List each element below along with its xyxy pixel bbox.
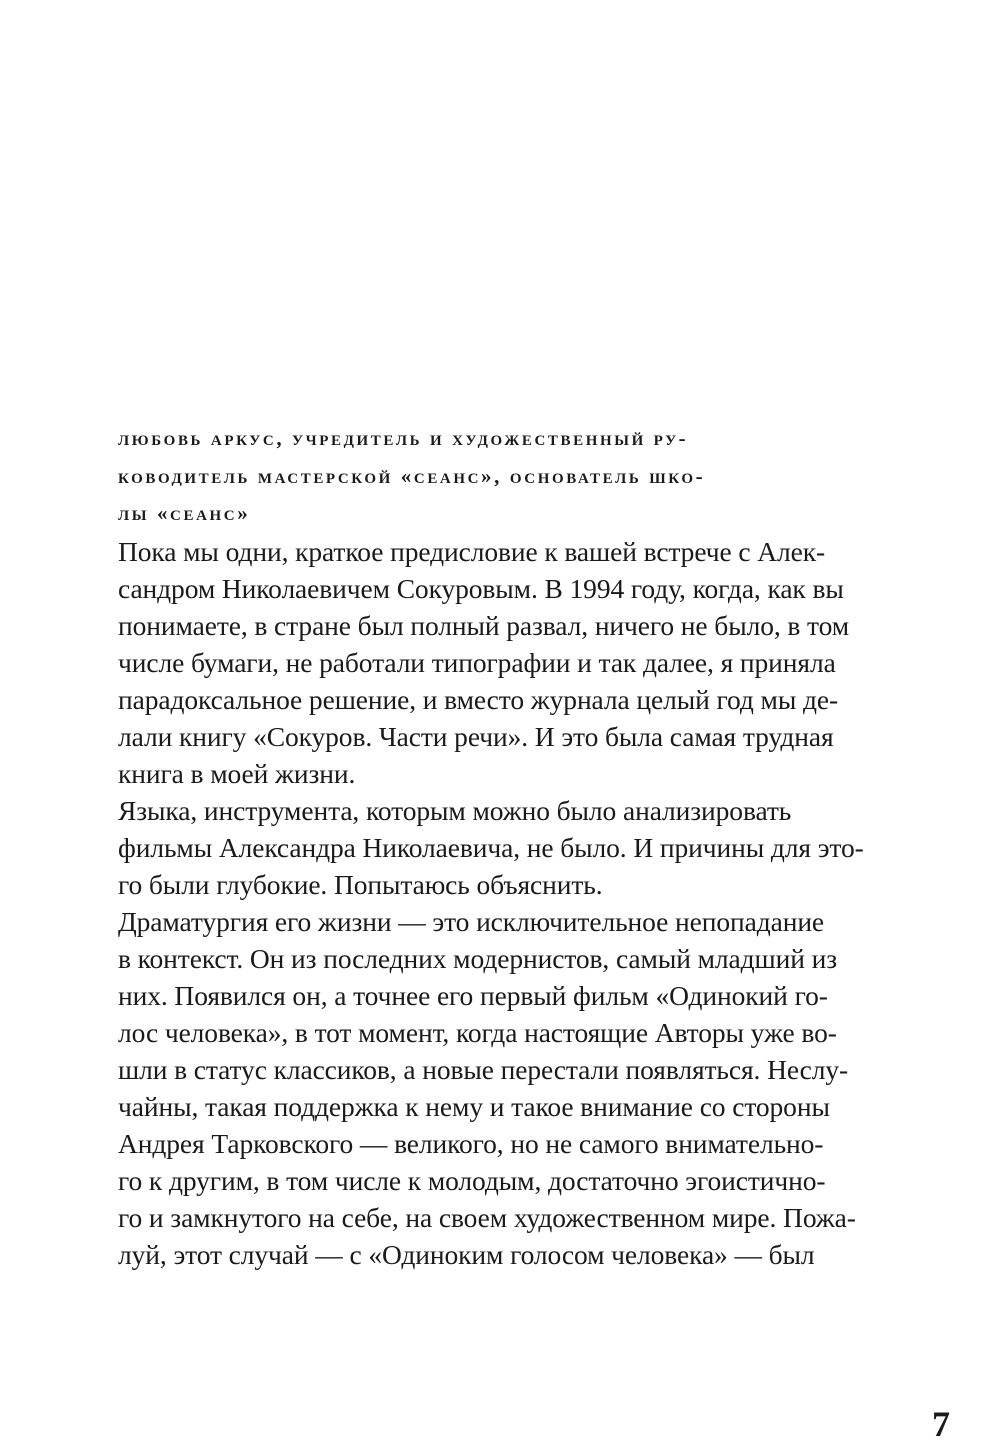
text-line: го были глубокие. Попытаюсь объяснить. xyxy=(118,868,603,900)
text-line: чайны, такая поддержка к нему и такое внимание со стороны xyxy=(118,1090,830,1122)
text-line: в контекст. Он из последних модернистов, самый младший из xyxy=(118,942,837,974)
text-line: фильмы Александра Николаевича, не было. И причины для это- xyxy=(118,831,864,863)
page-number: 7 xyxy=(932,1404,950,1444)
text-line: Пока мы одни, краткое предисловие к вашей встрече с Алек- xyxy=(118,535,826,567)
paragraph xyxy=(118,903,948,1273)
speaker-line: ководитель мастерской «сеанс», основатель шко- xyxy=(118,463,706,488)
text-line: книга в моей жизни. xyxy=(118,757,356,789)
text-line: Драматургия его жизни — это исключительное непопадание xyxy=(118,905,825,937)
text-line: го и замкнутого на себе, на своем художественном мире. Пожа- xyxy=(118,1201,856,1233)
speaker-line: лы «сеанс» xyxy=(118,501,251,525)
text-line: Андрея Тарковского — великого, но не самого внимательно- xyxy=(118,1127,824,1159)
speaker-line: любовь аркус, учредитель и художественный ру- xyxy=(118,426,689,450)
paragraph xyxy=(118,792,948,903)
text-line: Языка, инструмента, которым можно было анализировать xyxy=(118,794,792,826)
paragraph xyxy=(118,533,948,792)
text-line: го к другим, в том числе к молодым, достаточно эгоистично- xyxy=(118,1164,826,1196)
text-block xyxy=(118,420,948,1273)
speaker-heading xyxy=(118,420,948,533)
text-line: лали книгу «Сокуров. Части речи». И это была самая трудная xyxy=(118,720,834,752)
text-line: числе бумаги, не работали типографии и так далее, я приняла xyxy=(118,646,836,678)
text-line: понимаете, в стране был полный развал, ничего не было, в том xyxy=(118,609,850,641)
text-line: шли в статус классиков, а новые перестали появляться. Неслу- xyxy=(118,1053,849,1085)
body-text xyxy=(118,533,948,1273)
text-line: лос человека», в тот момент, когда настоящие Авторы уже во- xyxy=(118,1016,837,1048)
text-line: них. Появился он, а точнее его первый фильм «Одинокий го- xyxy=(118,979,828,1011)
text-line: сандром Николаевичем Сокуровым. В 1994 году, когда, как вы xyxy=(118,572,844,604)
text-line: луй, этот случай — с «Одиноким голосом человека» — был xyxy=(118,1238,815,1270)
text-line: парадоксальное решение, и вместо журнала целый год мы де- xyxy=(118,683,839,715)
